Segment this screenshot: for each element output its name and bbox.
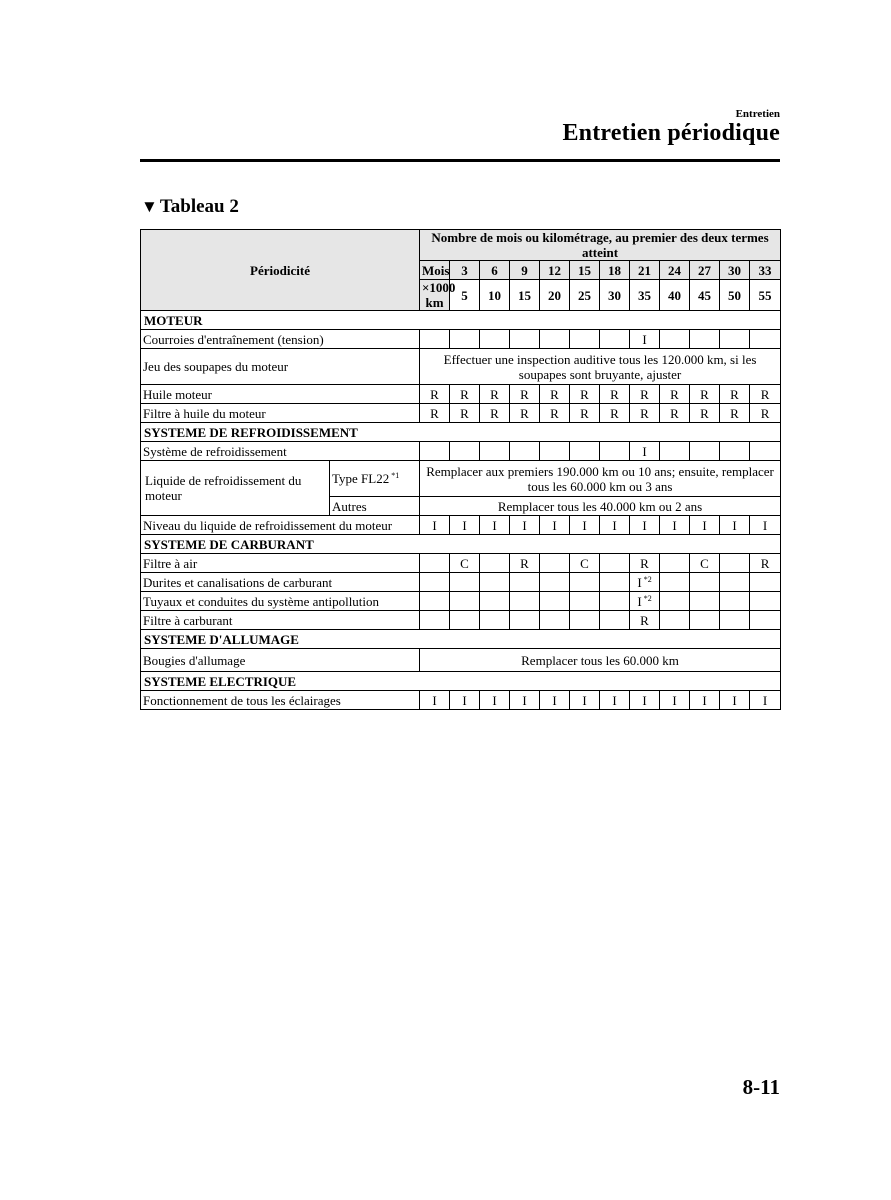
interval-cell xyxy=(480,442,510,461)
instruction-cell: Effectuer une inspection auditive tous les 120.000 km, si les soupapes sont bruyante, ajuster xyxy=(420,349,781,385)
interval-header: Nombre de mois ou kilométrage, au premier des deux termes atteint xyxy=(420,230,781,261)
interval-cell xyxy=(750,592,781,611)
km-label: ×1000 km xyxy=(420,280,450,311)
item-label: Bougies d'allumage xyxy=(141,649,420,672)
interval-cell xyxy=(510,330,540,349)
interval-cell: R xyxy=(660,404,690,423)
interval-cell xyxy=(570,573,600,592)
section-title: Tableau 2 xyxy=(159,196,239,217)
table-row xyxy=(141,330,781,349)
interval-cell: I xyxy=(570,691,600,710)
footnote-marker: *2 xyxy=(643,574,652,584)
interval-cell: I xyxy=(540,516,570,535)
interval-cell xyxy=(540,554,570,573)
interval-cell xyxy=(720,573,750,592)
interval-cell: I xyxy=(630,691,660,710)
section-row xyxy=(141,311,781,330)
km-header: 10 xyxy=(480,280,510,311)
interval-cell xyxy=(720,330,750,349)
interval-cell: C xyxy=(570,554,600,573)
interval-cell xyxy=(630,442,660,461)
interval-cell xyxy=(510,573,540,592)
interval-cell: I xyxy=(660,516,690,535)
km-header: 25 xyxy=(570,280,600,311)
item-label: Durites et canalisations de carburant xyxy=(141,573,420,592)
interval-cell: R xyxy=(510,554,540,573)
month-header: 21 xyxy=(630,261,660,280)
item-label: Filtre à air xyxy=(141,554,420,573)
interval-cell xyxy=(660,554,690,573)
cell-value: I xyxy=(637,574,642,590)
interval-cell xyxy=(750,330,781,349)
item-label: Niveau du liquide de refroidissement du moteur xyxy=(141,516,420,535)
interval-cell: R xyxy=(750,404,781,423)
interval-cell xyxy=(600,554,630,573)
interval-cell xyxy=(450,442,480,461)
interval-cell xyxy=(630,330,660,349)
interval-cell xyxy=(660,330,690,349)
section-label: SYSTEME DE CARBURANT xyxy=(141,535,781,554)
interval-cell xyxy=(600,330,630,349)
km-header: 55 xyxy=(750,280,781,311)
month-header: 33 xyxy=(750,261,781,280)
interval-cell: I xyxy=(480,691,510,710)
month-header: 6 xyxy=(480,261,510,280)
month-header: 15 xyxy=(570,261,600,280)
instruction-cell: Remplacer aux premiers 190.000 km ou 10 ans; ensuite, remplacer tous les 60.000 km ou 3 ans xyxy=(420,461,781,497)
interval-cell xyxy=(750,611,781,630)
km-header: 5 xyxy=(450,280,480,311)
interval-cell: R xyxy=(720,404,750,423)
interval-cell: I xyxy=(450,691,480,710)
km-header: 45 xyxy=(690,280,720,311)
interval-cell: I xyxy=(510,691,540,710)
coolant-type-autres: Autres xyxy=(330,497,420,516)
interval-cell xyxy=(480,554,510,573)
interval-cell xyxy=(660,573,690,592)
interval-cell xyxy=(540,592,570,611)
item-label: Liquide de refroidissement du moteur xyxy=(141,461,330,516)
interval-cell xyxy=(630,573,660,592)
table-row xyxy=(141,649,781,672)
interval-cell xyxy=(570,611,600,630)
month-header: 3 xyxy=(450,261,480,280)
interval-cell xyxy=(480,330,510,349)
interval-cell xyxy=(660,592,690,611)
interval-cell: I xyxy=(600,691,630,710)
instruction-cell: Remplacer tous les 40.000 km ou 2 ans xyxy=(420,497,781,516)
section-label: SYSTEME ELECTRIQUE xyxy=(141,672,781,691)
coolant-type-label: Type FL22 xyxy=(332,471,390,486)
interval-cell: R xyxy=(690,385,720,404)
interval-cell xyxy=(600,573,630,592)
interval-cell xyxy=(450,611,480,630)
interval-cell xyxy=(720,592,750,611)
interval-cell: R xyxy=(570,385,600,404)
km-header: 15 xyxy=(510,280,540,311)
month-header: 24 xyxy=(660,261,690,280)
interval-cell xyxy=(450,573,480,592)
table-row xyxy=(141,554,781,573)
interval-cell: R xyxy=(750,554,781,573)
interval-cell: R xyxy=(600,385,630,404)
section-row xyxy=(141,535,781,554)
interval-cell xyxy=(690,611,720,630)
interval-cell xyxy=(570,592,600,611)
cell-value: R xyxy=(640,612,649,628)
cell-value: I xyxy=(642,331,647,347)
interval-cell: R xyxy=(480,404,510,423)
footnote-marker: *1 xyxy=(391,471,400,480)
km-header: 35 xyxy=(630,280,660,311)
interval-cell: I xyxy=(420,691,450,710)
month-header: 27 xyxy=(690,261,720,280)
interval-cell xyxy=(720,554,750,573)
table-row xyxy=(141,573,781,592)
interval-cell: C xyxy=(450,554,480,573)
interval-cell xyxy=(450,592,480,611)
instruction-cell: Remplacer tous les 60.000 km xyxy=(420,649,781,672)
interval-cell xyxy=(540,442,570,461)
interval-cell xyxy=(450,330,480,349)
interval-cell: I xyxy=(720,691,750,710)
interval-cell xyxy=(600,442,630,461)
month-header: 30 xyxy=(720,261,750,280)
interval-cell xyxy=(690,330,720,349)
periodicite-header: Périodicité xyxy=(141,230,420,311)
km-header: 50 xyxy=(720,280,750,311)
interval-cell xyxy=(720,611,750,630)
mois-label: Mois xyxy=(420,261,450,280)
interval-cell: R xyxy=(630,385,660,404)
month-header: 9 xyxy=(510,261,540,280)
km-header: 40 xyxy=(660,280,690,311)
interval-cell xyxy=(510,592,540,611)
interval-cell xyxy=(630,592,660,611)
table-row xyxy=(141,592,781,611)
interval-cell xyxy=(570,442,600,461)
section-row xyxy=(141,423,781,442)
interval-cell: R xyxy=(690,404,720,423)
interval-cell xyxy=(420,592,450,611)
item-label: Système de refroidissement xyxy=(141,442,420,461)
interval-cell xyxy=(600,592,630,611)
item-label: Fonctionnement de tous les éclairages xyxy=(141,691,420,710)
interval-cell: R xyxy=(420,404,450,423)
interval-cell xyxy=(540,330,570,349)
interval-cell: I xyxy=(690,516,720,535)
section-label: MOTEUR xyxy=(141,311,781,330)
page-number: 8-11 xyxy=(742,1075,780,1099)
table-row xyxy=(141,385,781,404)
interval-cell xyxy=(480,592,510,611)
interval-cell: R xyxy=(660,385,690,404)
interval-cell xyxy=(420,611,450,630)
section-row xyxy=(141,672,781,691)
interval-cell: I xyxy=(480,516,510,535)
interval-cell xyxy=(570,330,600,349)
interval-cell xyxy=(750,442,781,461)
interval-cell: R xyxy=(540,385,570,404)
section-heading xyxy=(141,196,239,218)
interval-cell: R xyxy=(720,385,750,404)
interval-cell xyxy=(510,611,540,630)
interval-cell: R xyxy=(510,404,540,423)
coolant-type-fl22 xyxy=(330,461,420,497)
interval-cell xyxy=(750,573,781,592)
item-label: Tuyaux et conduites du système antipollution xyxy=(141,592,420,611)
interval-cell xyxy=(690,573,720,592)
page-title: Entretien périodique xyxy=(562,120,780,146)
interval-cell: I xyxy=(510,516,540,535)
footnote-marker: *2 xyxy=(643,593,652,603)
interval-cell: I xyxy=(660,691,690,710)
interval-cell: I xyxy=(720,516,750,535)
header-rule xyxy=(140,159,780,162)
section-row xyxy=(141,630,781,649)
km-header: 20 xyxy=(540,280,570,311)
interval-cell: I xyxy=(600,516,630,535)
table-row xyxy=(141,691,781,710)
interval-cell xyxy=(660,442,690,461)
interval-cell xyxy=(420,330,450,349)
item-label: Filtre à huile du moteur xyxy=(141,404,420,423)
interval-cell xyxy=(660,611,690,630)
interval-cell: I xyxy=(690,691,720,710)
interval-cell: R xyxy=(630,404,660,423)
interval-cell: R xyxy=(570,404,600,423)
interval-cell: I xyxy=(420,516,450,535)
interval-cell xyxy=(540,611,570,630)
interval-cell xyxy=(690,592,720,611)
interval-cell xyxy=(420,442,450,461)
interval-cell: R xyxy=(600,404,630,423)
table-row xyxy=(141,461,781,497)
interval-cell: R xyxy=(480,385,510,404)
interval-cell: I xyxy=(630,516,660,535)
item-label: Jeu des soupapes du moteur xyxy=(141,349,420,385)
month-header: 12 xyxy=(540,261,570,280)
interval-cell: I xyxy=(570,516,600,535)
interval-cell: R xyxy=(420,385,450,404)
interval-cell xyxy=(420,554,450,573)
interval-cell: I xyxy=(540,691,570,710)
item-label: Courroies d'entraînement (tension) xyxy=(141,330,420,349)
header-row-top xyxy=(141,230,781,261)
section-label: SYSTEME D'ALLUMAGE xyxy=(141,630,781,649)
cell-value: I xyxy=(642,443,647,459)
interval-cell xyxy=(510,442,540,461)
cell-value: I xyxy=(637,593,642,609)
interval-cell: C xyxy=(690,554,720,573)
month-header: 18 xyxy=(600,261,630,280)
interval-cell xyxy=(480,573,510,592)
interval-cell: R xyxy=(750,385,781,404)
table-row xyxy=(141,516,781,535)
section-label: SYSTEME DE REFROIDISSEMENT xyxy=(141,423,781,442)
interval-cell: R xyxy=(510,385,540,404)
interval-cell xyxy=(480,611,510,630)
interval-cell: R xyxy=(630,554,660,573)
item-label: Huile moteur xyxy=(141,385,420,404)
chapter-label: Entretien xyxy=(735,108,780,120)
interval-cell xyxy=(690,442,720,461)
maintenance-table xyxy=(140,229,781,710)
km-header: 30 xyxy=(600,280,630,311)
interval-cell: I xyxy=(750,691,781,710)
triangle-down-icon: ▼ xyxy=(141,197,158,216)
interval-cell xyxy=(540,573,570,592)
table-row xyxy=(141,349,781,385)
interval-cell: R xyxy=(450,385,480,404)
item-label: Filtre à carburant xyxy=(141,611,420,630)
table-row xyxy=(141,404,781,423)
interval-cell xyxy=(420,573,450,592)
interval-cell: I xyxy=(450,516,480,535)
table-row xyxy=(141,442,781,461)
table-row xyxy=(141,611,781,630)
interval-cell: R xyxy=(540,404,570,423)
interval-cell xyxy=(630,611,660,630)
interval-cell xyxy=(600,611,630,630)
interval-cell xyxy=(720,442,750,461)
interval-cell: I xyxy=(750,516,781,535)
interval-cell: R xyxy=(450,404,480,423)
